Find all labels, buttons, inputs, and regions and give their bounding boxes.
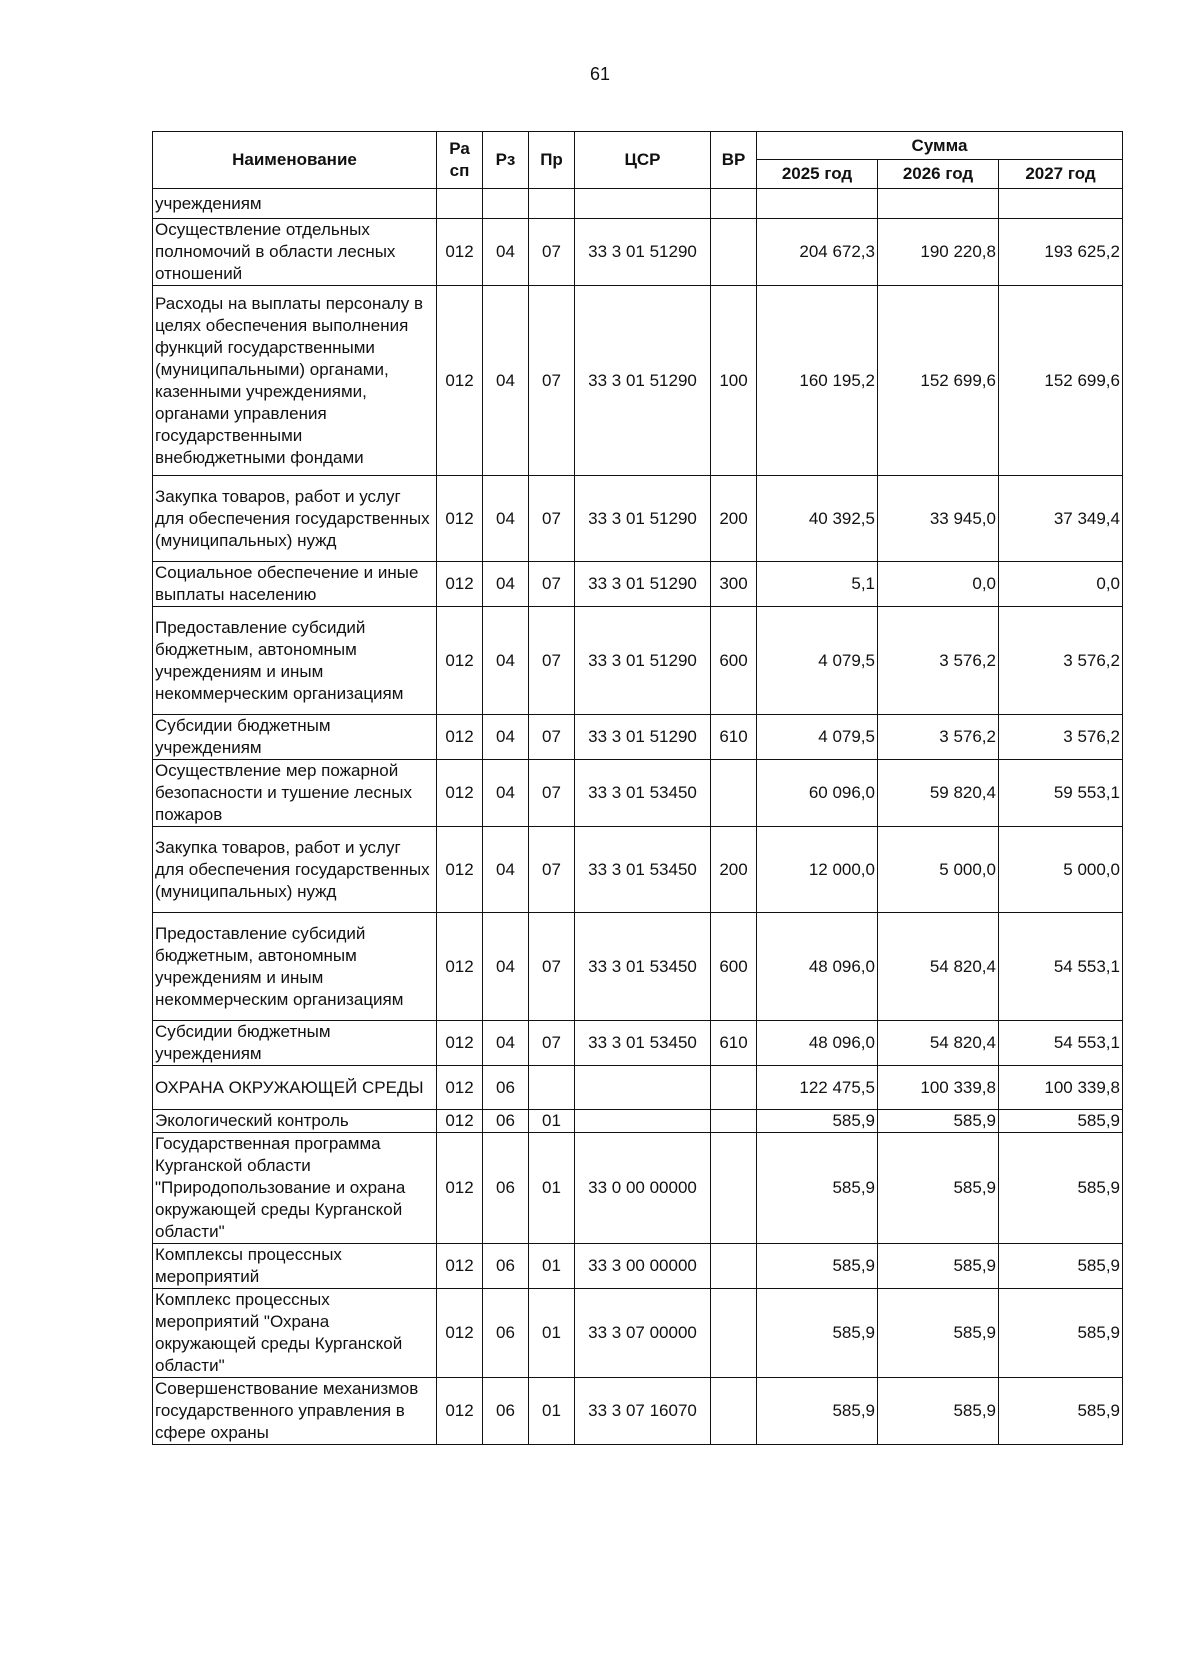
row-sum-2027: 5 000,0 [999,827,1123,913]
row-sum-2026: 585,9 [878,1110,999,1133]
header-2027: 2027 год [999,160,1123,189]
row-sum-2025: 4 079,5 [757,715,878,760]
row-rz: 06 [483,1110,529,1133]
row-vr: 300 [711,562,757,607]
row-pr: 07 [529,562,575,607]
table-row [153,1066,1123,1110]
row-vr [711,219,757,286]
row-rz: 04 [483,219,529,286]
row-sum-2026: 5 000,0 [878,827,999,913]
row-name: Закупка товаров, работ и услуг для обеспечения государственных (муниципальных) нужд [153,827,437,913]
row-sum-2027: 585,9 [999,1289,1123,1378]
row-pr: 01 [529,1110,575,1133]
row-csr [575,1066,711,1110]
row-rz: 06 [483,1378,529,1445]
row-name: Осуществление отдельных полномочий в области лесных отношений [153,219,437,286]
row-pr: 01 [529,1133,575,1244]
row-rasp: 012 [437,1378,483,1445]
row-rasp: 012 [437,715,483,760]
row-sum-2027: 0,0 [999,562,1123,607]
row-csr: 33 3 01 53450 [575,827,711,913]
row-sum-2027: 100 339,8 [999,1066,1123,1110]
row-rasp: 012 [437,286,483,476]
row-vr [711,1066,757,1110]
row-name: Закупка товаров, работ и услуг для обеспечения государственных (муниципальных) нужд [153,476,437,562]
row-vr: 610 [711,1021,757,1066]
table-row [153,1378,1123,1445]
row-sum-2026: 33 945,0 [878,476,999,562]
row-sum-2026: 0,0 [878,562,999,607]
row-rz: 06 [483,1289,529,1378]
row-name: Предоставление субсидий бюджетным, автономным учреждениям и иным некоммерческим организациям [153,913,437,1021]
row-rasp: 012 [437,476,483,562]
row-pr: 07 [529,760,575,827]
table-row [153,476,1123,562]
row-sum-2027: 37 349,4 [999,476,1123,562]
row-sum-2026 [878,189,999,219]
row-name: ОХРАНА ОКРУЖАЮЩЕЙ СРЕДЫ [153,1066,437,1110]
row-pr: 07 [529,219,575,286]
header-sum: Сумма [757,132,1123,160]
row-sum-2025: 585,9 [757,1289,878,1378]
row-sum-2025: 585,9 [757,1110,878,1133]
row-sum-2025: 160 195,2 [757,286,878,476]
row-sum-2025: 48 096,0 [757,913,878,1021]
row-sum-2026: 54 820,4 [878,913,999,1021]
row-name: Совершенствование механизмов государственного управления в сфере охраны [153,1378,437,1445]
row-vr: 100 [711,286,757,476]
row-vr [711,1378,757,1445]
row-rz: 04 [483,476,529,562]
row-sum-2027: 152 699,6 [999,286,1123,476]
row-rasp: 012 [437,827,483,913]
row-sum-2027: 54 553,1 [999,1021,1123,1066]
row-csr: 33 3 01 51290 [575,476,711,562]
row-pr [529,189,575,219]
row-sum-2025: 60 096,0 [757,760,878,827]
row-name: Комплекс процессных мероприятий "Охрана окружающей среды Курганской области" [153,1289,437,1378]
table-row [153,1289,1123,1378]
row-name: Предоставление субсидий бюджетным, автономным учреждениям и иным некоммерческим организациям [153,607,437,715]
row-pr: 07 [529,715,575,760]
header-name: Наименование [153,132,437,189]
row-sum-2027: 585,9 [999,1133,1123,1244]
row-rasp: 012 [437,760,483,827]
row-csr: 33 3 01 51290 [575,607,711,715]
row-pr: 07 [529,476,575,562]
table-row [153,1133,1123,1244]
table-row [153,286,1123,476]
table-row [153,1244,1123,1289]
row-vr: 200 [711,476,757,562]
row-sum-2026: 100 339,8 [878,1066,999,1110]
row-sum-2027: 585,9 [999,1244,1123,1289]
row-sum-2025: 5,1 [757,562,878,607]
row-rasp: 012 [437,913,483,1021]
row-rz: 06 [483,1066,529,1110]
row-sum-2026: 190 220,8 [878,219,999,286]
row-csr: 33 3 01 53450 [575,913,711,1021]
table-row [153,715,1123,760]
row-rz [483,189,529,219]
row-csr: 33 3 01 51290 [575,562,711,607]
row-csr: 33 3 07 00000 [575,1289,711,1378]
header-csr: ЦСР [575,132,711,189]
row-rasp: 012 [437,1133,483,1244]
row-name: Социальное обеспечение и иные выплаты населению [153,562,437,607]
row-vr: 610 [711,715,757,760]
row-csr [575,189,711,219]
row-rasp: 012 [437,1244,483,1289]
row-rz: 04 [483,827,529,913]
row-rz: 04 [483,607,529,715]
row-sum-2025: 585,9 [757,1133,878,1244]
row-rasp: 012 [437,1289,483,1378]
row-sum-2025: 48 096,0 [757,1021,878,1066]
row-vr [711,1133,757,1244]
row-csr: 33 3 01 53450 [575,1021,711,1066]
header-2026: 2026 год [878,160,999,189]
row-rasp: 012 [437,607,483,715]
header-vr: ВР [711,132,757,189]
row-sum-2027: 193 625,2 [999,219,1123,286]
row-pr: 01 [529,1289,575,1378]
row-sum-2025 [757,189,878,219]
row-pr: 01 [529,1378,575,1445]
row-sum-2026: 585,9 [878,1244,999,1289]
row-vr: 600 [711,607,757,715]
row-rz: 04 [483,286,529,476]
table-row [153,913,1123,1021]
row-vr [711,1244,757,1289]
row-vr [711,760,757,827]
row-sum-2027: 585,9 [999,1110,1123,1133]
row-name: Экологический контроль [153,1110,437,1133]
row-csr: 33 3 01 53450 [575,760,711,827]
budget-table [152,131,1123,1445]
row-rasp: 012 [437,562,483,607]
row-sum-2027 [999,189,1123,219]
row-vr [711,189,757,219]
header-2025: 2025 год [757,160,878,189]
row-csr: 33 3 01 51290 [575,219,711,286]
row-csr: 33 3 07 16070 [575,1378,711,1445]
row-pr: 07 [529,913,575,1021]
row-pr: 07 [529,1021,575,1066]
table-body [153,189,1123,1445]
row-sum-2026: 585,9 [878,1289,999,1378]
row-sum-2026: 152 699,6 [878,286,999,476]
table-row [153,760,1123,827]
table-row [153,189,1123,219]
row-sum-2025: 4 079,5 [757,607,878,715]
row-csr: 33 0 00 00000 [575,1133,711,1244]
header-pr: Пр [529,132,575,189]
table-row [153,607,1123,715]
row-name: Субсидии бюджетным учреждениям [153,1021,437,1066]
header-rasp: Ра сп [437,132,483,189]
row-sum-2025: 585,9 [757,1378,878,1445]
row-sum-2026: 3 576,2 [878,607,999,715]
row-sum-2027: 585,9 [999,1378,1123,1445]
row-pr: 07 [529,607,575,715]
table-row [153,1021,1123,1066]
row-pr [529,1066,575,1110]
row-vr: 200 [711,827,757,913]
row-rz: 04 [483,760,529,827]
row-rasp: 012 [437,1021,483,1066]
row-sum-2027: 3 576,2 [999,715,1123,760]
row-rz: 04 [483,715,529,760]
row-csr: 33 3 01 51290 [575,715,711,760]
row-sum-2026: 585,9 [878,1133,999,1244]
row-name: Субсидии бюджетным учреждениям [153,715,437,760]
row-sum-2027: 59 553,1 [999,760,1123,827]
table-header [153,132,1123,189]
table-row [153,562,1123,607]
row-sum-2025: 204 672,3 [757,219,878,286]
row-rz: 04 [483,913,529,1021]
row-sum-2025: 585,9 [757,1244,878,1289]
row-sum-2025: 122 475,5 [757,1066,878,1110]
page-number: 61 [589,64,611,84]
row-rz: 06 [483,1133,529,1244]
row-vr: 600 [711,913,757,1021]
row-csr: 33 3 00 00000 [575,1244,711,1289]
row-name: учреждениям [153,189,437,219]
row-name: Комплексы процессных мероприятий [153,1244,437,1289]
row-sum-2027: 54 553,1 [999,913,1123,1021]
row-vr [711,1289,757,1378]
row-name: Расходы на выплаты персоналу в целях обеспечения выполнения функций государственными (муниципальными) органами, казенными учреждениями, органами управления государственными внебюджетными фондами [153,286,437,476]
row-pr: 07 [529,827,575,913]
row-sum-2025: 40 392,5 [757,476,878,562]
row-rz: 04 [483,1021,529,1066]
row-sum-2027: 3 576,2 [999,607,1123,715]
row-sum-2026: 54 820,4 [878,1021,999,1066]
row-pr: 01 [529,1244,575,1289]
row-rasp: 012 [437,1110,483,1133]
table-row [153,219,1123,286]
row-rz: 04 [483,562,529,607]
row-rasp: 012 [437,1066,483,1110]
row-csr [575,1110,711,1133]
row-vr [711,1110,757,1133]
header-rz: Рз [483,132,529,189]
row-name: Государственная программа Курганской области "Природопользование и охрана окружающей среды Курганской области" [153,1133,437,1244]
row-name: Осуществление мер пожарной безопасности и тушение лесных пожаров [153,760,437,827]
row-rasp [437,189,483,219]
table-row [153,827,1123,913]
table-row [153,1110,1123,1133]
row-sum-2026: 3 576,2 [878,715,999,760]
row-rz: 06 [483,1244,529,1289]
row-csr: 33 3 01 51290 [575,286,711,476]
row-sum-2026: 585,9 [878,1378,999,1445]
row-pr: 07 [529,286,575,476]
row-sum-2025: 12 000,0 [757,827,878,913]
row-sum-2026: 59 820,4 [878,760,999,827]
row-rasp: 012 [437,219,483,286]
